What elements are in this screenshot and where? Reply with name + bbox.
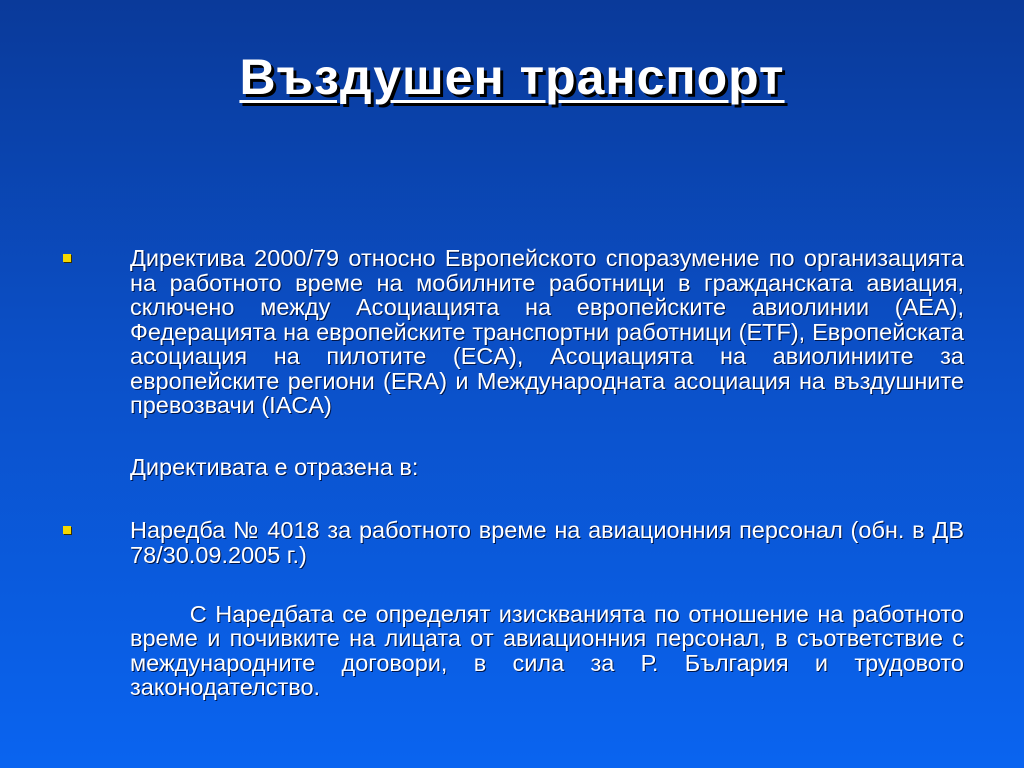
sub-paragraph-text: Директивата е отразена в: (130, 453, 419, 480)
sub-paragraph-text: С Наредбата се определят изискванията по отношение на работното време и почивките на лицата от авиационния персонал, в съответствие с международните договори, в сила за Р. България и трудовото законодателство. (130, 600, 971, 700)
square-bullet-icon (63, 254, 71, 262)
sub-paragraph-reflected-in (62, 455, 964, 480)
bullet-item-text: Наредба № 4018 за работното време на авиационния персонал (обн. в ДВ 78/30.09.2005 г.) (130, 517, 964, 568)
sub-paragraph-regulation-details (62, 577, 971, 724)
slide-body (62, 245, 971, 724)
square-bullet-icon (63, 526, 71, 534)
bullet-item-regulation (62, 518, 964, 567)
slide-title: Въздушен транспорт (239, 49, 785, 105)
bullet-item-directive (62, 246, 964, 418)
bullet-item-text: Директива 2000/79 относно Европейското споразумение по организацията на работното време на мобилните работници в гражданската авиация, сключено между Асоциацията на европейските авиолинии (AEA), Федерацията на европейските транспортни работници (ETF), Европейската асоциация на пилотите (ECA), Асоциацията на авиолиниите за европейските региони (ERA) и Международната асоциация на въздушните превозвачи (IACA) (130, 245, 964, 418)
